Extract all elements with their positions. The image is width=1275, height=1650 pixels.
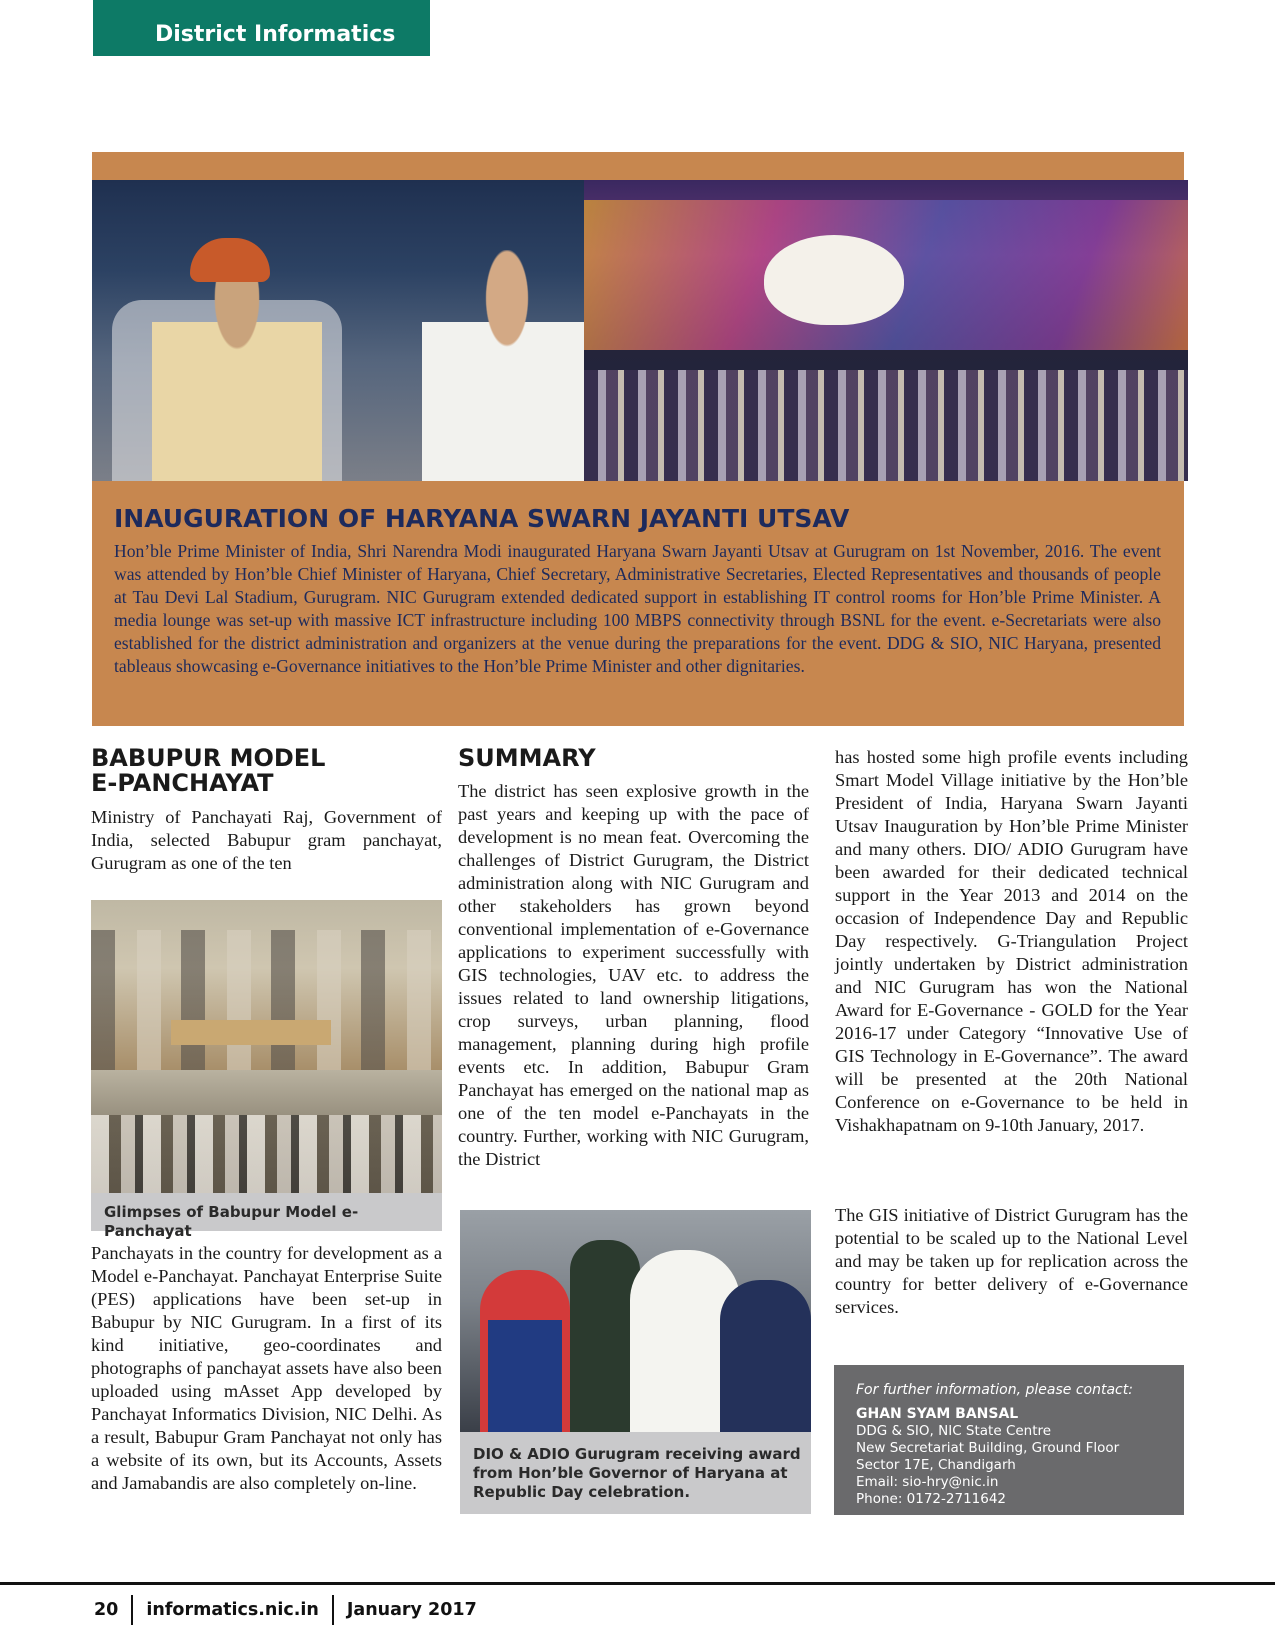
footer [94, 1597, 477, 1623]
section-label: District Informatics [93, 0, 430, 56]
contact-lead: For further information, please contact: [856, 1382, 1133, 1398]
contact-address-line2: Sector 17E, Chandigarh [856, 1457, 1016, 1473]
feature-title: INAUGURATION OF HARYANA SWARN JAYANTI UTSAV [114, 504, 850, 533]
feature-photo-stage-event [584, 180, 1188, 481]
feature-body: Hon’ble Prime Minister of India, Shri Narendra Modi inaugurated Haryana Swarn Jayanti Utsav at Gurugram on 1st November, 2016. The event was attended by Hon’ble Chief Minister of Haryana, Chief Secretary, Administrative Secretaries, Elected Representatives and thousands of people at Tau Devi Lal Stadium, Gurugram. NIC Gurugram extended dedicated support in establishing IT control rooms for Hon’ble Prime Minister. A media lounge was set-up with massive ICT infrastructure including 100 MBPS connectivity through BSNL for the event. e-Secretariats were also established for the district administration and organizers at the venue during the preparations for the event. DDG & SIO, NIC Haryana, presented tableaus showcasing e-Governance initiatives to the Hon’ble Prime Minister and other dignitaries. [114, 541, 1161, 676]
footer-issue: January 2017 [346, 1600, 477, 1620]
summary-heading: SUMMARY [458, 744, 596, 772]
footer-rule [0, 1582, 1275, 1585]
babupur-image-caption: Glimpses of Babupur Model e-Panchayat [91, 1193, 442, 1231]
gis-initiative-paragraph: The GIS initiative of District Gurugram has the potential to be scaled up to the National Level and may be taken up for replication across the country for better delivery of e-Governance services. [835, 1205, 1188, 1317]
contact-name: GHAN SYAM BANSAL [856, 1406, 1019, 1422]
contact-designation: DDG & SIO, NIC State Centre [856, 1423, 1052, 1439]
summary-body: The district has seen explosive growth in the past years and keeping up with the pace of development is no mean feat. Overcoming the challenges of District Gurugram, the District administration along with NIC Gurugram and other stakeholders has grown beyond conventional implementation of e-Governance applications to experiment successfully with GIS technologies, UAV etc. to address the issues related to land ownership litigations, crop surveys, urban planning, flood management, planning during high profile events etc. In addition, Babupur Gram Panchayat has emerged on the national map as one of the ten model e-Panchayats in the country. Further, working with NIC Gurugram, the District [458, 781, 809, 1169]
babupur-details: Panchayats in the country for development as a Model e-Panchayat. Panchayat Enterprise Suite (PES) applications have been set-up in Babupur by NIC Gurugram. In a first of its kind initiative, geo-coordinates and photographs of panchayat assets have also been uploaded using mAsset App developed by Panchayat Informatics Division, NIC Delhi. As a result, Babupur Gram Panchayat not only has a website of its own, but its Accounts, Assets and Jamabandis are also completely on-line. [91, 1243, 442, 1493]
contact-phone: Phone: 0172-2711642 [856, 1491, 1007, 1507]
footer-divider [332, 1595, 334, 1625]
summary-continued: has hosted some high profile events including Smart Model Village initiative by the Hon’ble President of India, Haryana Swarn Jayanti Utsav Inauguration by Hon’ble Prime Minister and many others. DIO/ ADIO Gurugram have been awarded for their dedicated technical support in the Year 2013 and 2014 on the occasion of Independence Day and Republic Day respectively. G-Triangulation Project jointly undertaken by District administration and NIC Gurugram has won the National Award for E-Governance - GOLD for the Year 2016-17 under Category “Innovative Use of GIS Technology in E-Governance”. The award will be presented at the 20th National Conference on e-Governance to be held in Vishakhapatnam on 9-10th January, 2017. [835, 747, 1188, 1135]
babupur-intro: Ministry of Panchayati Raj, Government of India, selected Babupur gram panchayat, Gurugram as one of the ten [91, 807, 442, 873]
award-caption: DIO & ADIO Gurugram receiving award from Hon’ble Governor of Haryana at Republic Day celebration. [460, 1432, 811, 1514]
contact-box [834, 1365, 1184, 1515]
footer-site[interactable]: informatics.nic.in [146, 1600, 319, 1620]
babupur-heading: BABUPUR MODEL E-PANCHAYAT [91, 744, 326, 797]
page-number: 20 [94, 1600, 119, 1620]
contact-address-line1: New Secretariat Building, Ground Floor [856, 1440, 1120, 1456]
award-photo [460, 1210, 811, 1432]
babupur-photo-gathering [91, 1070, 442, 1193]
footer-divider [131, 1595, 133, 1625]
contact-email[interactable]: Email: sio-hry@nic.in [856, 1474, 999, 1490]
babupur-photo-meeting [91, 900, 442, 1070]
feature-photo-dignitaries [92, 180, 584, 481]
